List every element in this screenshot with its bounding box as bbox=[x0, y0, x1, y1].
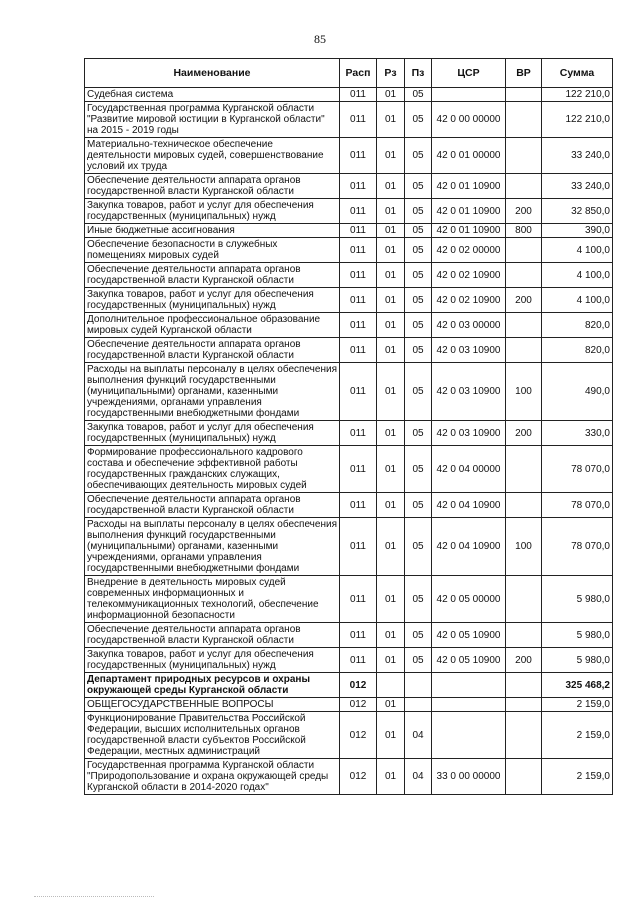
cell-rasp: 012 bbox=[340, 759, 377, 795]
cell-rz: 01 bbox=[377, 576, 405, 623]
cell-rasp: 012 bbox=[340, 673, 377, 698]
cell-vr bbox=[506, 102, 542, 138]
cell-pz: 05 bbox=[405, 224, 432, 238]
cell-csr: 42 0 03 10900 bbox=[432, 338, 506, 363]
cell-sum: 390,0 bbox=[542, 224, 613, 238]
cell-rasp: 011 bbox=[340, 421, 377, 446]
table-row bbox=[85, 623, 613, 648]
table-row bbox=[85, 698, 613, 712]
cell-sum: 78 070,0 bbox=[542, 446, 613, 493]
header-csr: ЦСР bbox=[432, 59, 506, 88]
cell-name: Судебная система bbox=[85, 88, 340, 102]
cell-rz: 01 bbox=[377, 446, 405, 493]
cell-csr: 42 0 03 00000 bbox=[432, 313, 506, 338]
cell-sum: 5 980,0 bbox=[542, 623, 613, 648]
cell-csr: 42 0 04 00000 bbox=[432, 446, 506, 493]
header-name: Наименование bbox=[85, 59, 340, 88]
cell-name: Внедрение в деятельность мировых судей современных информационных и телекоммуникационных технологий, обеспечение информационной безопасности bbox=[85, 576, 340, 623]
cell-sum: 5 980,0 bbox=[542, 576, 613, 623]
cell-sum: 5 980,0 bbox=[542, 648, 613, 673]
cell-name: Закупка товаров, работ и услуг для обеспечения государственных (муниципальных) нужд bbox=[85, 648, 340, 673]
cell-vr: 800 bbox=[506, 224, 542, 238]
cell-name: Расходы на выплаты персоналу в целях обеспечения выполнения функций государственными (муниципальными) органами, казенными учреждениями, органами управления государственными внебюджетными фондами bbox=[85, 363, 340, 421]
cell-rz: 01 bbox=[377, 759, 405, 795]
cell-pz: 05 bbox=[405, 238, 432, 263]
cell-csr: 42 0 05 10900 bbox=[432, 623, 506, 648]
table-row bbox=[85, 263, 613, 288]
cell-csr: 42 0 02 10900 bbox=[432, 288, 506, 313]
cell-vr: 100 bbox=[506, 363, 542, 421]
cell-rasp: 011 bbox=[340, 363, 377, 421]
cell-vr bbox=[506, 263, 542, 288]
cell-rz: 01 bbox=[377, 174, 405, 199]
cell-sum: 4 100,0 bbox=[542, 263, 613, 288]
table-row bbox=[85, 421, 613, 446]
cell-pz: 04 bbox=[405, 759, 432, 795]
cell-rasp: 011 bbox=[340, 138, 377, 174]
cell-csr: 42 0 01 10900 bbox=[432, 174, 506, 199]
cell-sum: 78 070,0 bbox=[542, 493, 613, 518]
cell-pz: 05 bbox=[405, 518, 432, 576]
budget-table bbox=[84, 58, 613, 795]
header-rasp: Расп bbox=[340, 59, 377, 88]
cell-pz: 05 bbox=[405, 313, 432, 338]
cell-rz: 01 bbox=[377, 363, 405, 421]
table-row bbox=[85, 88, 613, 102]
cell-name: ОБЩЕГОСУДАРСТВЕННЫЕ ВОПРОСЫ bbox=[85, 698, 340, 712]
cell-sum: 820,0 bbox=[542, 313, 613, 338]
cell-rz: 01 bbox=[377, 518, 405, 576]
cell-csr: 42 0 02 00000 bbox=[432, 238, 506, 263]
cell-rz: 01 bbox=[377, 421, 405, 446]
cell-pz bbox=[405, 673, 432, 698]
cell-sum: 122 210,0 bbox=[542, 102, 613, 138]
cell-vr: 200 bbox=[506, 421, 542, 446]
cell-vr bbox=[506, 623, 542, 648]
cell-name: Государственная программа Курганской области "Природопользование и охрана окружающей среды Курганской области в 2014-2020 годах" bbox=[85, 759, 340, 795]
cell-csr: 33 0 00 00000 bbox=[432, 759, 506, 795]
cell-csr: 42 0 01 00000 bbox=[432, 138, 506, 174]
cell-csr bbox=[432, 88, 506, 102]
cell-name: Департамент природных ресурсов и охраны окружающей среды Курганской области bbox=[85, 673, 340, 698]
header-rz: Рз bbox=[377, 59, 405, 88]
cell-pz: 05 bbox=[405, 174, 432, 199]
cell-rasp: 011 bbox=[340, 224, 377, 238]
cell-pz: 05 bbox=[405, 493, 432, 518]
cell-sum: 78 070,0 bbox=[542, 518, 613, 576]
cell-rasp: 011 bbox=[340, 623, 377, 648]
cell-vr bbox=[506, 576, 542, 623]
cell-csr bbox=[432, 673, 506, 698]
cell-pz: 05 bbox=[405, 446, 432, 493]
cell-pz: 04 bbox=[405, 712, 432, 759]
table-row bbox=[85, 224, 613, 238]
cell-csr: 42 0 00 00000 bbox=[432, 102, 506, 138]
cell-rasp: 011 bbox=[340, 648, 377, 673]
cell-csr: 42 0 05 10900 bbox=[432, 648, 506, 673]
table-row bbox=[85, 174, 613, 199]
cell-rasp: 011 bbox=[340, 313, 377, 338]
cell-name: Расходы на выплаты персоналу в целях обеспечения выполнения функций государственными (муниципальными) органами, казенными учреждениями, органами управления государственными внебюджетными фондами bbox=[85, 518, 340, 576]
cell-rz: 01 bbox=[377, 288, 405, 313]
cell-vr bbox=[506, 238, 542, 263]
cell-csr: 42 0 03 10900 bbox=[432, 421, 506, 446]
cell-pz: 05 bbox=[405, 138, 432, 174]
cell-rz: 01 bbox=[377, 263, 405, 288]
cell-pz bbox=[405, 698, 432, 712]
cell-rz bbox=[377, 673, 405, 698]
table-row bbox=[85, 288, 613, 313]
cell-name: Функционирование Правительства Российской Федерации, высших исполнительных органов государственной власти субъектов Российской Федерации, местных администраций bbox=[85, 712, 340, 759]
cell-vr bbox=[506, 673, 542, 698]
cell-vr bbox=[506, 88, 542, 102]
cell-rasp: 011 bbox=[340, 576, 377, 623]
cell-rasp: 011 bbox=[340, 263, 377, 288]
cell-pz: 05 bbox=[405, 576, 432, 623]
table-row bbox=[85, 238, 613, 263]
cell-pz: 05 bbox=[405, 263, 432, 288]
cell-rasp: 011 bbox=[340, 446, 377, 493]
cell-rz: 01 bbox=[377, 338, 405, 363]
cell-vr bbox=[506, 759, 542, 795]
cell-csr: 42 0 01 10900 bbox=[432, 224, 506, 238]
cell-rasp: 011 bbox=[340, 238, 377, 263]
table-row bbox=[85, 338, 613, 363]
cell-sum: 4 100,0 bbox=[542, 238, 613, 263]
cell-rz: 01 bbox=[377, 313, 405, 338]
page-number: 85 bbox=[314, 32, 326, 46]
cell-name: Обеспечение деятельности аппарата органов государственной власти Курганской области bbox=[85, 338, 340, 363]
cell-pz: 05 bbox=[405, 88, 432, 102]
cell-vr: 200 bbox=[506, 288, 542, 313]
cell-name: Обеспечение деятельности аппарата органов государственной власти Курганской области bbox=[85, 493, 340, 518]
cell-pz: 05 bbox=[405, 288, 432, 313]
cell-sum: 820,0 bbox=[542, 338, 613, 363]
table-row bbox=[85, 518, 613, 576]
table-row bbox=[85, 648, 613, 673]
cell-csr: 42 0 01 10900 bbox=[432, 199, 506, 224]
cell-rasp: 011 bbox=[340, 199, 377, 224]
cell-rz: 01 bbox=[377, 238, 405, 263]
cell-csr: 42 0 02 10900 bbox=[432, 263, 506, 288]
cell-rz: 01 bbox=[377, 648, 405, 673]
cell-sum: 325 468,2 bbox=[542, 673, 613, 698]
cell-name: Формирование профессионального кадрового состава и обеспечение эффективной работы государственных гражданских служащих, обеспечивающих деятельность мировых судей bbox=[85, 446, 340, 493]
cell-vr bbox=[506, 313, 542, 338]
cell-vr: 200 bbox=[506, 648, 542, 673]
cell-rasp: 012 bbox=[340, 712, 377, 759]
cell-csr bbox=[432, 698, 506, 712]
cell-pz: 05 bbox=[405, 623, 432, 648]
header-pz: Пз bbox=[405, 59, 432, 88]
cell-name: Закупка товаров, работ и услуг для обеспечения государственных (муниципальных) нужд bbox=[85, 288, 340, 313]
cell-name: Обеспечение деятельности аппарата органов государственной власти Курганской области bbox=[85, 174, 340, 199]
cell-sum: 33 240,0 bbox=[542, 138, 613, 174]
table-row bbox=[85, 313, 613, 338]
cell-rz: 01 bbox=[377, 698, 405, 712]
cell-rz: 01 bbox=[377, 138, 405, 174]
table-row bbox=[85, 759, 613, 795]
table-row bbox=[85, 199, 613, 224]
cell-sum: 490,0 bbox=[542, 363, 613, 421]
cell-vr bbox=[506, 493, 542, 518]
header-vr: ВР bbox=[506, 59, 542, 88]
cell-rasp: 011 bbox=[340, 174, 377, 199]
cell-sum: 330,0 bbox=[542, 421, 613, 446]
table-row bbox=[85, 446, 613, 493]
cell-rz: 01 bbox=[377, 493, 405, 518]
cell-pz: 05 bbox=[405, 421, 432, 446]
cell-name: Обеспечение деятельности аппарата органов государственной власти Курганской области bbox=[85, 623, 340, 648]
cell-name: Обеспечение деятельности аппарата органов государственной власти Курганской области bbox=[85, 263, 340, 288]
cell-pz: 05 bbox=[405, 363, 432, 421]
cell-rasp: 011 bbox=[340, 88, 377, 102]
cell-pz: 05 bbox=[405, 648, 432, 673]
cell-sum: 32 850,0 bbox=[542, 199, 613, 224]
cell-name: Дополнительное профессиональное образование мировых судей Курганской области bbox=[85, 313, 340, 338]
cell-vr bbox=[506, 446, 542, 493]
cell-csr: 42 0 05 00000 bbox=[432, 576, 506, 623]
cell-pz: 05 bbox=[405, 199, 432, 224]
cell-vr bbox=[506, 712, 542, 759]
table-row bbox=[85, 138, 613, 174]
cell-rz: 01 bbox=[377, 712, 405, 759]
cell-vr: 200 bbox=[506, 199, 542, 224]
table-body bbox=[85, 88, 613, 795]
cell-csr: 42 0 04 10900 bbox=[432, 518, 506, 576]
cell-csr: 42 0 03 10900 bbox=[432, 363, 506, 421]
cell-rz: 01 bbox=[377, 224, 405, 238]
table-row bbox=[85, 363, 613, 421]
header-sum: Сумма bbox=[542, 59, 613, 88]
cell-rasp: 011 bbox=[340, 518, 377, 576]
cell-sum: 2 159,0 bbox=[542, 759, 613, 795]
cell-name: Иные бюджетные ассигнования bbox=[85, 224, 340, 238]
cell-sum: 33 240,0 bbox=[542, 174, 613, 199]
cell-vr bbox=[506, 338, 542, 363]
cell-csr: 42 0 04 10900 bbox=[432, 493, 506, 518]
table-row bbox=[85, 712, 613, 759]
cell-name: Обеспечение безопасности в служебных помещениях мировых судей bbox=[85, 238, 340, 263]
cell-csr bbox=[432, 712, 506, 759]
cell-vr bbox=[506, 174, 542, 199]
cell-rasp: 011 bbox=[340, 288, 377, 313]
cell-name: Государственная программа Курганской области "Развитие мировой юстиции в Курганской области" на 2015 - 2019 годы bbox=[85, 102, 340, 138]
cell-rz: 01 bbox=[377, 102, 405, 138]
table-row bbox=[85, 576, 613, 623]
table-row bbox=[85, 673, 613, 698]
cell-name: Закупка товаров, работ и услуг для обеспечения государственных (муниципальных) нужд bbox=[85, 199, 340, 224]
cell-rasp: 011 bbox=[340, 102, 377, 138]
table-header-row bbox=[85, 59, 613, 88]
cell-rasp: 011 bbox=[340, 338, 377, 363]
cell-rz: 01 bbox=[377, 623, 405, 648]
cell-rz: 01 bbox=[377, 88, 405, 102]
scan-edge-mark bbox=[34, 896, 154, 899]
cell-rz: 01 bbox=[377, 199, 405, 224]
cell-vr: 100 bbox=[506, 518, 542, 576]
cell-name: Материально-техническое обеспечение деятельности мировых судей, совершенствование условий их труда bbox=[85, 138, 340, 174]
cell-vr bbox=[506, 698, 542, 712]
cell-rasp: 012 bbox=[340, 698, 377, 712]
cell-name: Закупка товаров, работ и услуг для обеспечения государственных (муниципальных) нужд bbox=[85, 421, 340, 446]
cell-sum: 2 159,0 bbox=[542, 712, 613, 759]
cell-sum: 122 210,0 bbox=[542, 88, 613, 102]
cell-pz: 05 bbox=[405, 338, 432, 363]
cell-sum: 2 159,0 bbox=[542, 698, 613, 712]
cell-pz: 05 bbox=[405, 102, 432, 138]
table-row bbox=[85, 102, 613, 138]
cell-sum: 4 100,0 bbox=[542, 288, 613, 313]
cell-rasp: 011 bbox=[340, 493, 377, 518]
cell-vr bbox=[506, 138, 542, 174]
table-row bbox=[85, 493, 613, 518]
